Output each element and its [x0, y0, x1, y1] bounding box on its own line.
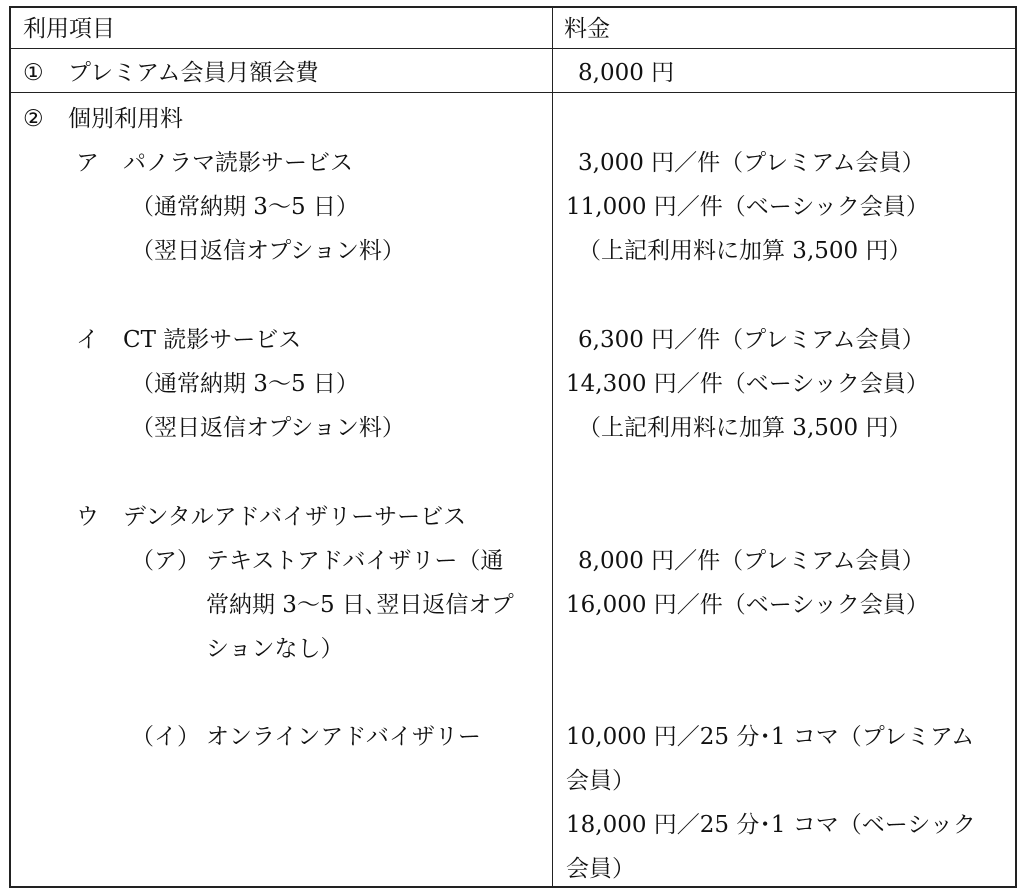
service-u-i-fee-basic-cont: 会員）	[566, 856, 635, 882]
service-u-i-line1: オンラインアドバイザリー	[206, 724, 481, 750]
service-a-note-delivery: （通常納期 3〜5 日）	[131, 194, 359, 220]
service-u-i-fee-premium-cont: 会員）	[566, 768, 635, 794]
service-a-name: パノラマ読影サービス	[123, 150, 353, 176]
service-u-i-fee-premium: 10,000 円／25 分･1 コマ（プレミアム	[566, 724, 975, 750]
service-i-fee-option: （上記利用料に加算 3,500 円）	[578, 415, 912, 441]
service-a-fee-basic: 11,000 円／件（ベーシック会員）	[566, 194, 929, 220]
service-u-a-fee-premium: 8,000 円／件（プレミアム会員）	[578, 548, 925, 574]
service-u-i-mark: （イ）	[131, 724, 200, 750]
header-fee: 料金	[564, 16, 610, 42]
fee-table	[9, 6, 1017, 888]
header-divider	[11, 48, 1015, 49]
service-i-fee-premium: 6,300 円／件（プレミアム会員）	[578, 327, 925, 353]
row2-item-name: 個別利用料	[68, 106, 183, 132]
service-a-note-option: （翌日返信オプション料）	[131, 238, 405, 264]
row-divider	[11, 92, 1015, 93]
service-i-fee-basic: 14,300 円／件（ベーシック会員）	[566, 371, 929, 397]
row1-number: ①	[23, 60, 44, 86]
column-divider	[552, 8, 553, 886]
service-u-a-mark: （ア）	[131, 548, 200, 574]
service-i-mark: イ	[76, 327, 99, 353]
service-u-a-line1: テキストアドバイザリー（通	[206, 548, 504, 574]
service-i-name: CT 読影サービス	[123, 327, 302, 353]
service-u-name: デンタルアドバイザリーサービス	[123, 504, 467, 530]
row1-item-name: プレミアム会員月額会費	[68, 60, 319, 86]
row2-number: ②	[23, 106, 44, 132]
service-u-i-fee-basic: 18,000 円／25 分･1 コマ（ベーシック	[566, 812, 976, 838]
service-i-note-option: （翌日返信オプション料）	[131, 415, 405, 441]
header-item: 利用項目	[23, 16, 115, 42]
service-i-note-delivery: （通常納期 3〜5 日）	[131, 371, 359, 397]
service-u-a-fee-basic: 16,000 円／件（ベーシック会員）	[566, 592, 929, 618]
service-a-mark: ア	[76, 150, 99, 176]
service-u-mark: ウ	[76, 504, 99, 530]
row1-fee: 8,000 円	[578, 60, 675, 86]
service-a-fee-premium: 3,000 円／件（プレミアム会員）	[578, 150, 925, 176]
service-u-a-line3: ションなし）	[206, 636, 344, 662]
service-u-a-line2: 常納期 3〜5 日､翌日返信オプ	[206, 592, 514, 618]
service-a-fee-option: （上記利用料に加算 3,500 円）	[578, 238, 912, 264]
